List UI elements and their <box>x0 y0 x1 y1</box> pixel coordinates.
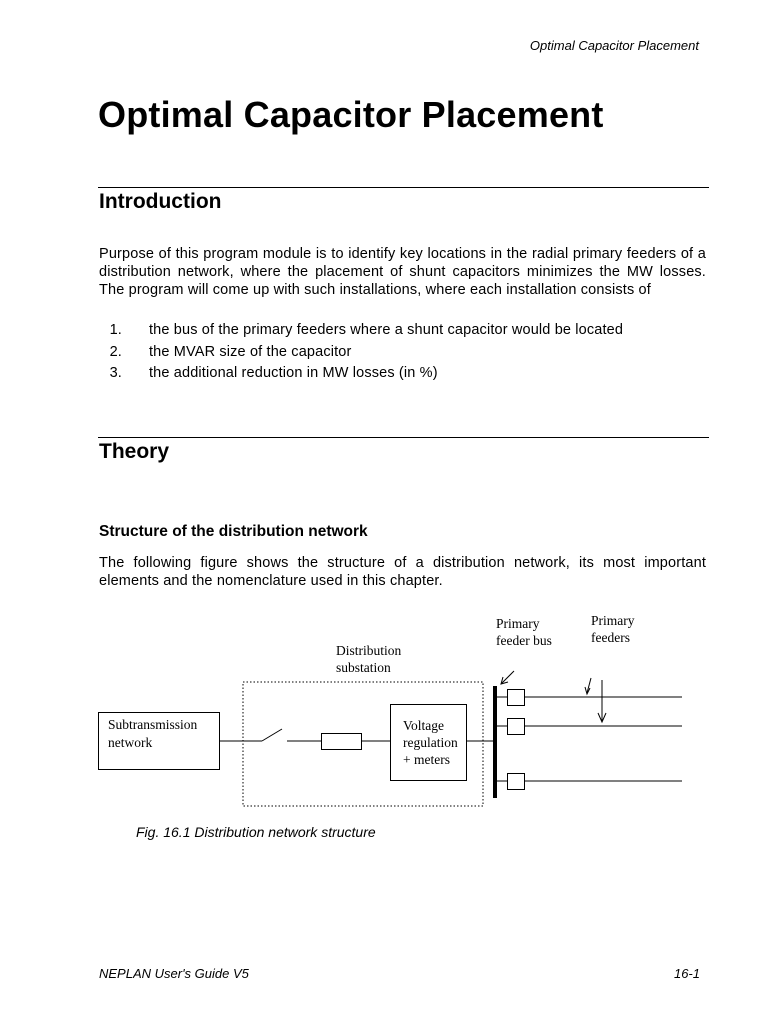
list-text: the bus of the primary feeders where a shunt capacitor would be located <box>149 322 624 338</box>
feeder-breaker <box>508 719 525 735</box>
subtransmission-label: network <box>108 735 153 750</box>
running-header: Optimal Capacitor Placement <box>529 38 699 53</box>
theory-heading: Theory <box>99 440 170 463</box>
figure-caption: Fig. 16.1 Distribution network structure <box>136 824 376 840</box>
distribution-substation-label: substation <box>336 660 391 675</box>
list-number: 2. <box>109 343 122 360</box>
primary-feeder-bus-label: Primary <box>496 616 540 631</box>
introduction-paragraph: Purpose of this program module is to identify key locations in the radial primary feeders of a distribution network, where the placement of shunt capacitors minimizes the MW losses. The program will come up with such installations, where each installation consists of <box>99 246 706 298</box>
introduction-heading: Introduction <box>99 190 222 213</box>
voltage-regulation-label: regulation <box>403 735 458 750</box>
switch-symbol <box>262 729 282 741</box>
footer-page-number: 16-1 <box>673 966 700 981</box>
primary-feeders-label: Primary <box>591 613 635 628</box>
list-text: the additional reduction in MW losses (in %) <box>149 365 438 381</box>
distribution-substation-label: Distribution <box>336 643 402 658</box>
bus-pointer-arrow <box>502 671 514 683</box>
footer-guide-title: NEPLAN User's Guide V5 <box>99 966 249 981</box>
list-text: the MVAR size of the capacitor <box>149 343 352 360</box>
primary-feeders-label: feeders <box>591 630 630 645</box>
document-title: Optimal Capacitor Placement <box>98 94 604 135</box>
voltage-regulation-label: Voltage <box>403 718 444 733</box>
transformer-box <box>322 734 362 750</box>
list-number: 3. <box>109 365 122 381</box>
feeder-breaker <box>508 774 525 790</box>
primary-feeder-bus-label: feeder bus <box>496 633 552 648</box>
primary-feeder-bus <box>493 686 497 798</box>
subtransmission-label: Subtransmission <box>108 717 198 732</box>
structure-subheading: Structure of the distribution network <box>99 523 368 540</box>
feeder-breaker <box>508 690 525 706</box>
list-number: 1. <box>109 322 122 338</box>
voltage-regulation-label: + meters <box>403 752 450 767</box>
structure-paragraph: The following figure shows the structure of a distribution network, its most important elements and the nomenclature used in this chapter. <box>99 555 706 589</box>
